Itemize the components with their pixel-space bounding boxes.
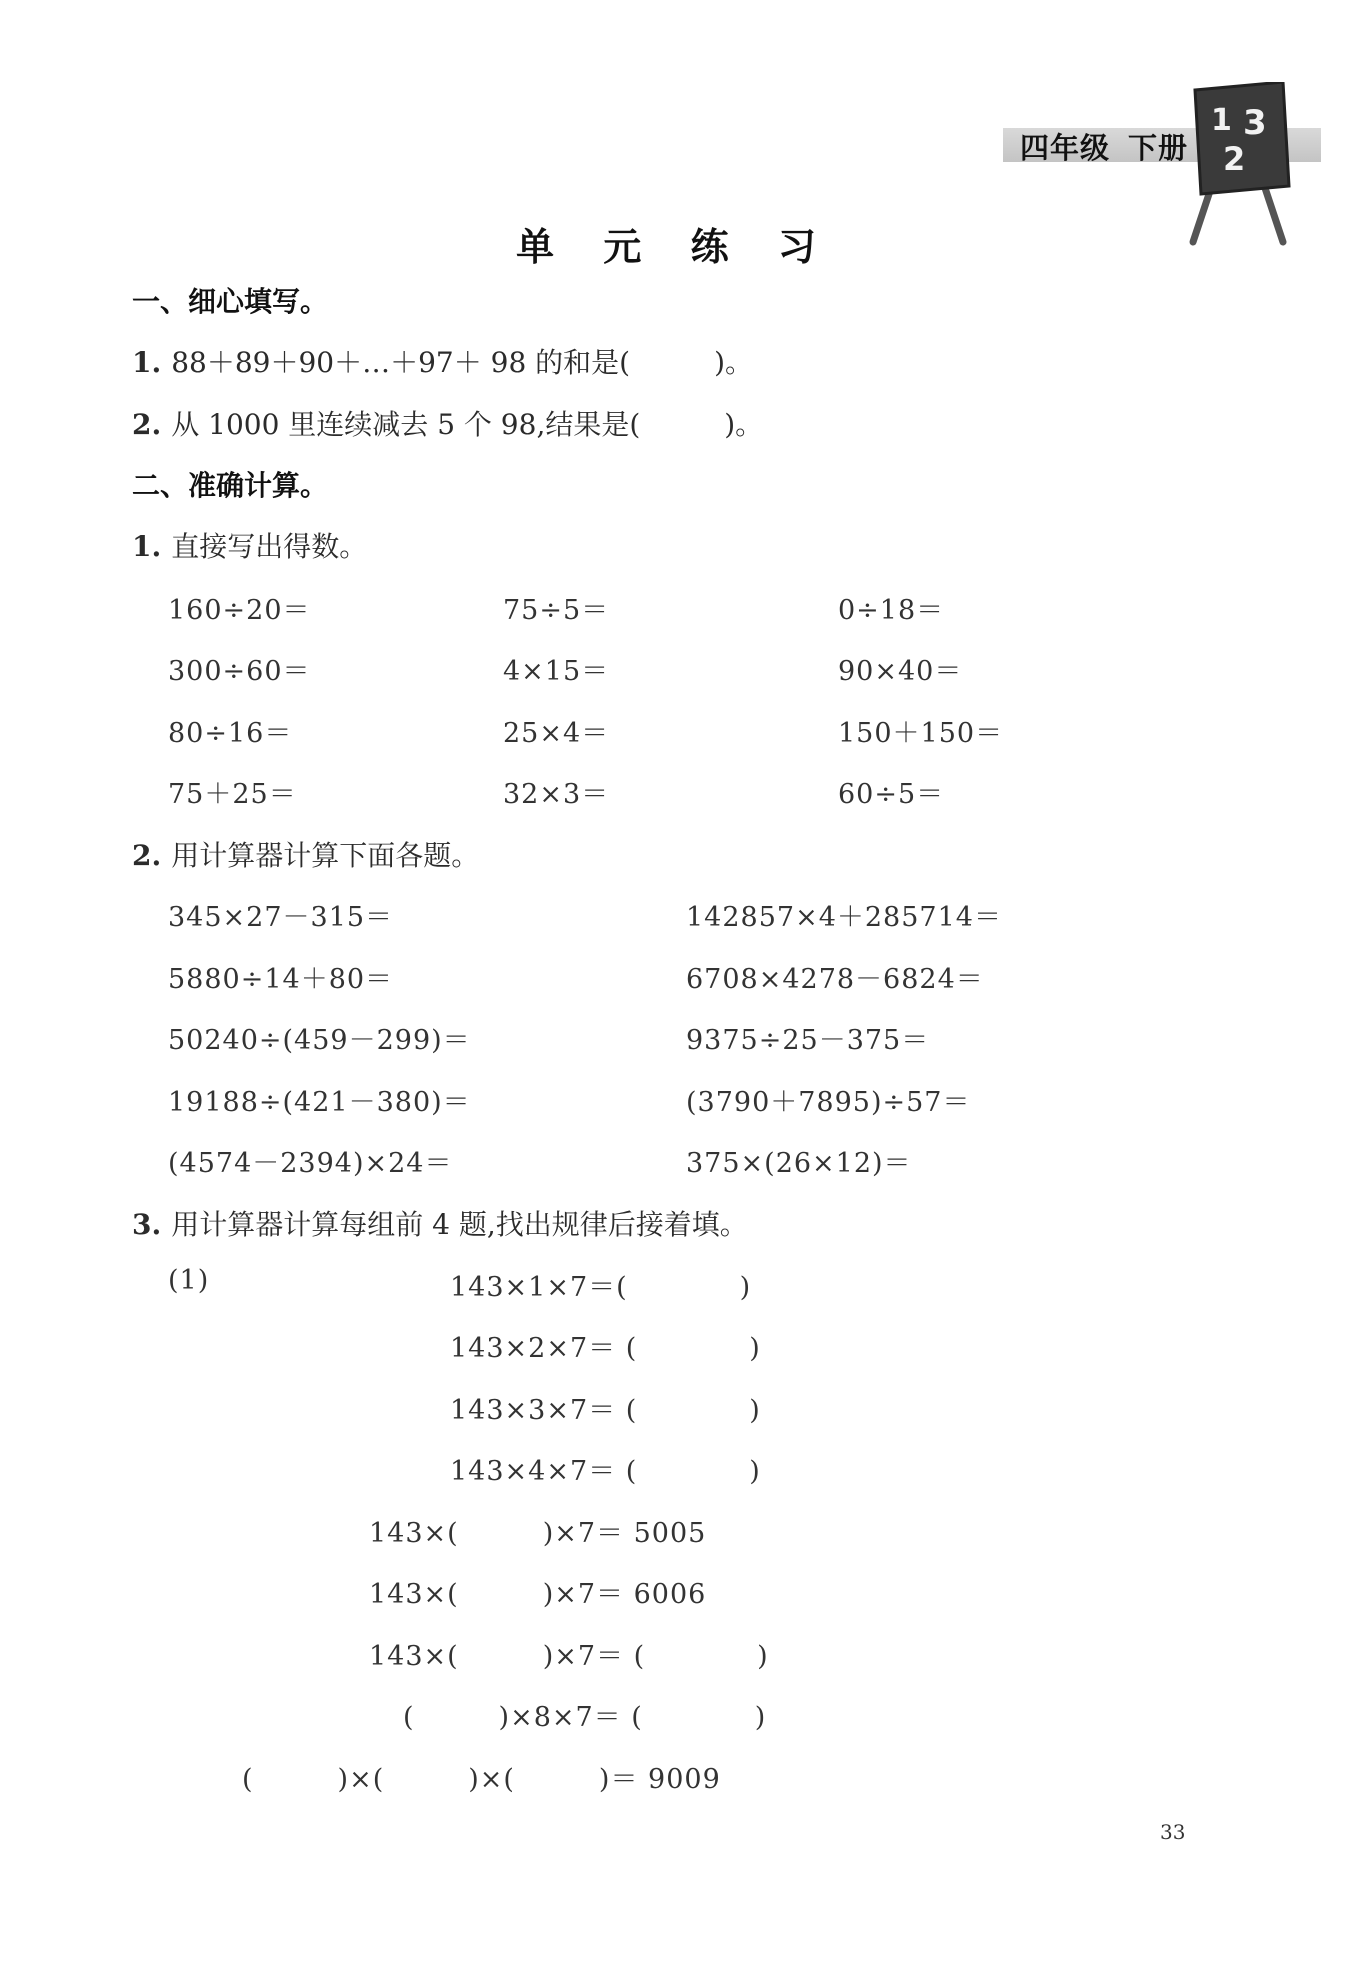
question-1-2 bbox=[132, 403, 763, 443]
pattern-line: 143×3×7＝ ( ) bbox=[450, 1395, 761, 1426]
pattern-line: 143×( )×7＝ ( ) bbox=[369, 1641, 769, 1672]
volume-text: 下册 bbox=[1128, 131, 1189, 165]
calculator-item: 50240÷(459－299)＝ bbox=[168, 1025, 471, 1056]
oral-calc-item: 160÷20＝ bbox=[168, 595, 311, 626]
oral-calc-item: 25×4＝ bbox=[503, 718, 610, 749]
oral-calc-item: 0÷18＝ bbox=[838, 595, 945, 626]
page-number: 33 bbox=[1160, 1820, 1186, 1844]
oral-calc-item: 75÷5＝ bbox=[503, 595, 610, 626]
oral-calc-item: 90×40＝ bbox=[838, 656, 963, 687]
calculator-item: 375×(26×12)＝ bbox=[686, 1148, 912, 1179]
badge-digit-3: 3 bbox=[1243, 103, 1267, 143]
calculator-item: 9375÷25－375＝ bbox=[686, 1025, 930, 1056]
oral-calc-item: 300÷60＝ bbox=[168, 656, 311, 687]
grade-label bbox=[1020, 126, 1206, 167]
question-number: 3. bbox=[132, 1208, 162, 1241]
pattern-line: ( )×( )×( )＝ 9009 bbox=[242, 1764, 721, 1795]
oral-calc-item: 4×15＝ bbox=[503, 656, 610, 687]
section-1-heading: 一、细心填写。 bbox=[132, 285, 329, 318]
calculator-item: 5880÷14＋80＝ bbox=[168, 964, 394, 995]
subquestion-2-3-label bbox=[132, 1203, 748, 1243]
pattern-line: 143×( )×7＝ 6006 bbox=[369, 1579, 707, 1610]
pattern-line: 143×2×7＝ ( ) bbox=[450, 1333, 761, 1364]
calculator-item: (4574－2394)×24＝ bbox=[168, 1148, 453, 1179]
group-label: (1) bbox=[168, 1265, 210, 1296]
pattern-line: 143×( )×7＝ 5005 bbox=[369, 1518, 707, 1549]
pattern-line: 143×4×7＝ ( ) bbox=[450, 1456, 761, 1487]
calculator-item: (3790＋7895)÷57＝ bbox=[686, 1087, 971, 1118]
oral-calc-item: 80÷16＝ bbox=[168, 718, 293, 749]
calculator-item: 19188÷(421－380)＝ bbox=[168, 1087, 471, 1118]
calculator-item: 142857×4＋285714＝ bbox=[686, 902, 1002, 933]
subquestion-2-1-label bbox=[132, 525, 367, 565]
section-2-heading: 二、准确计算。 bbox=[132, 469, 329, 502]
question-text: 88＋89＋90＋…＋97＋ 98 的和是( )。 bbox=[171, 346, 754, 379]
question-text: 用计算器计算每组前 4 题,找出规律后接着填。 bbox=[171, 1208, 748, 1241]
badge-digit-2: 2 bbox=[1223, 140, 1246, 178]
question-number: 2. bbox=[132, 839, 162, 872]
oral-calc-item: 32×3＝ bbox=[503, 779, 610, 810]
question-number: 2. bbox=[132, 408, 162, 441]
oral-calc-item: 150＋150＝ bbox=[838, 718, 1004, 749]
page-title: 单 元 练 习 bbox=[516, 225, 834, 269]
subquestion-2-2-label bbox=[132, 834, 479, 874]
pattern-line: 143×1×7＝( ) bbox=[450, 1272, 752, 1303]
oral-calc-item: 75＋25＝ bbox=[168, 779, 297, 810]
calculator-item: 6708×4278－6824＝ bbox=[686, 964, 984, 995]
oral-calc-item: 60÷5＝ bbox=[838, 779, 945, 810]
badge-digit-1: 1 bbox=[1211, 103, 1232, 138]
question-text: 从 1000 里连续减去 5 个 98,结果是( )。 bbox=[171, 408, 764, 441]
question-text: 用计算器计算下面各题。 bbox=[171, 839, 480, 872]
calculator-item: 345×27－315＝ bbox=[168, 902, 394, 933]
question-1-1 bbox=[132, 341, 753, 381]
question-number: 1. bbox=[132, 530, 162, 563]
question-text: 直接写出得数。 bbox=[171, 530, 368, 563]
question-number: 1. bbox=[132, 346, 162, 379]
pattern-line: ( )×8×7＝ ( ) bbox=[403, 1702, 767, 1733]
grade-text: 四年级 bbox=[1020, 131, 1111, 165]
